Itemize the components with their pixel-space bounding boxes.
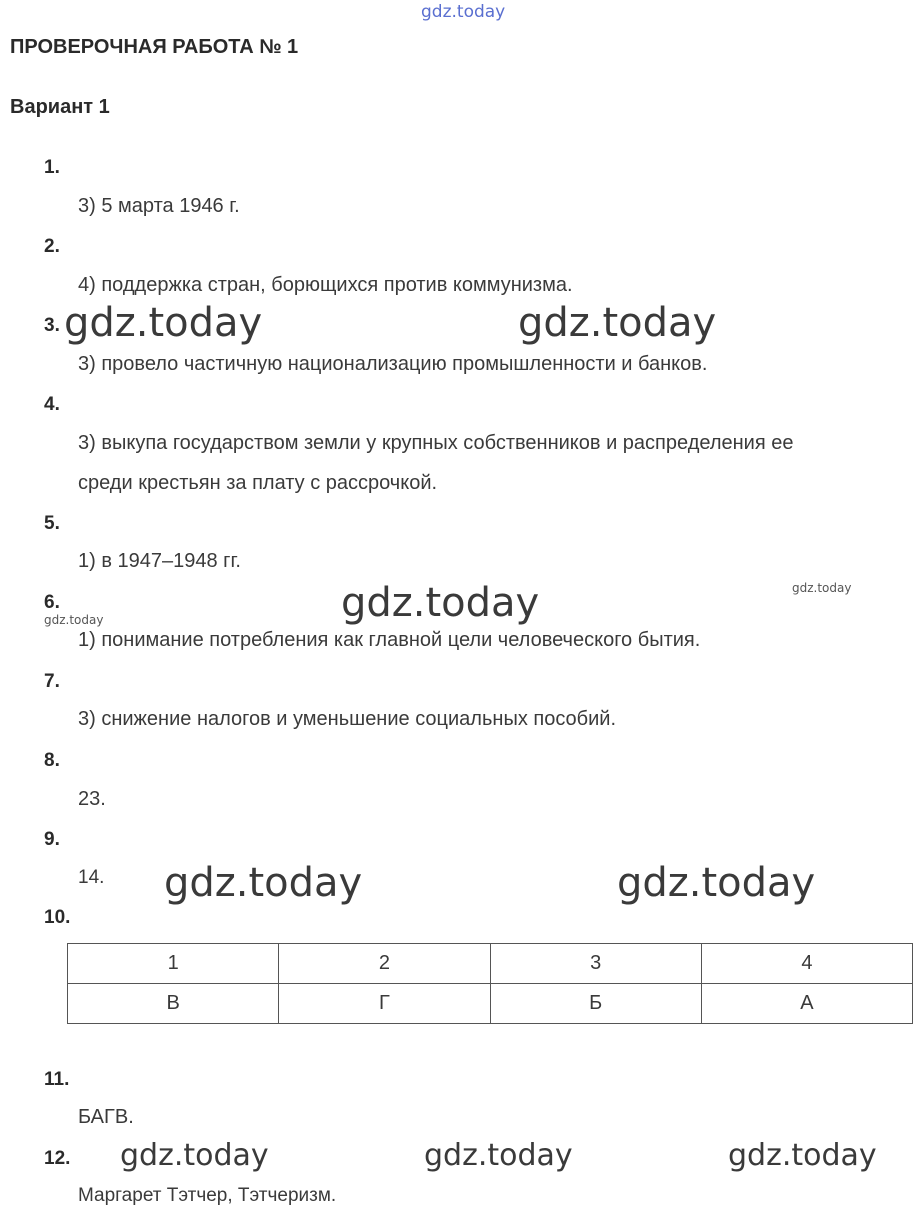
question-number: 10. xyxy=(44,907,71,928)
watermark: gdz.today xyxy=(792,581,852,595)
question-answer: Маргарет Тэтчер, Тэтчеризм. xyxy=(78,1185,337,1206)
variant-heading: Вариант 1 xyxy=(10,96,110,118)
question-answer: среди крестьян за плату с рассрочкой. xyxy=(78,472,438,494)
table-cell: Г xyxy=(279,984,490,1024)
question-answer: 3) провело частичную национализацию промышленности и банков. xyxy=(78,353,708,375)
question-answer: 1) в 1947–1948 гг. xyxy=(78,550,241,572)
question-number: 4. xyxy=(44,394,60,415)
watermark: gdz.today xyxy=(120,1138,269,1173)
question-number: 6. xyxy=(44,592,60,613)
table-cell: А xyxy=(701,984,912,1024)
table-cell: 2 xyxy=(279,944,490,984)
question-number: 5. xyxy=(44,513,60,534)
question-answer: БАГВ. xyxy=(78,1106,134,1128)
watermark: gdz.today xyxy=(424,1138,573,1173)
table-cell: Б xyxy=(490,984,701,1024)
question-answer: 14. xyxy=(78,867,105,888)
watermark: gdz.today xyxy=(728,1138,877,1173)
watermark-top: gdz.today xyxy=(421,2,506,22)
question-number: 7. xyxy=(44,671,60,692)
question-answer: 1) понимание потребления как главной цели человеческого бытия. xyxy=(78,629,701,651)
question-answer: 3) снижение налогов и уменьшение социальных пособий. xyxy=(78,708,617,730)
question-answer: 23. xyxy=(78,788,106,810)
question-answer: 4) поддержка стран, борющихся против коммунизма. xyxy=(78,274,573,296)
watermark: gdz.today xyxy=(341,580,540,626)
watermark: gdz.today xyxy=(64,300,263,346)
table-cell: В xyxy=(68,984,279,1024)
table-cell: 4 xyxy=(701,944,912,984)
table-cell: 1 xyxy=(68,944,279,984)
question-number: 11. xyxy=(44,1069,70,1090)
question-number: 1. xyxy=(44,157,60,178)
watermark: gdz.today xyxy=(617,860,816,906)
watermark: gdz.today xyxy=(164,860,363,906)
question-number: 8. xyxy=(44,750,60,771)
page-title: ПРОВЕРОЧНАЯ РАБОТА № 1 xyxy=(10,36,299,58)
watermark: gdz.today xyxy=(44,613,104,627)
table-header-row xyxy=(68,944,913,984)
table-row xyxy=(68,984,913,1024)
question-number: 12. xyxy=(44,1148,71,1169)
table-cell: 3 xyxy=(490,944,701,984)
question-number: 3. xyxy=(44,315,60,336)
question-answer: 3) выкупа государством земли у крупных собственников и распределения ее xyxy=(78,432,794,454)
question-number: 2. xyxy=(44,236,60,257)
watermark: gdz.today xyxy=(518,300,717,346)
matching-table xyxy=(67,943,913,1024)
question-answer: 3) 5 марта 1946 г. xyxy=(78,195,240,217)
question-number: 9. xyxy=(44,829,60,850)
